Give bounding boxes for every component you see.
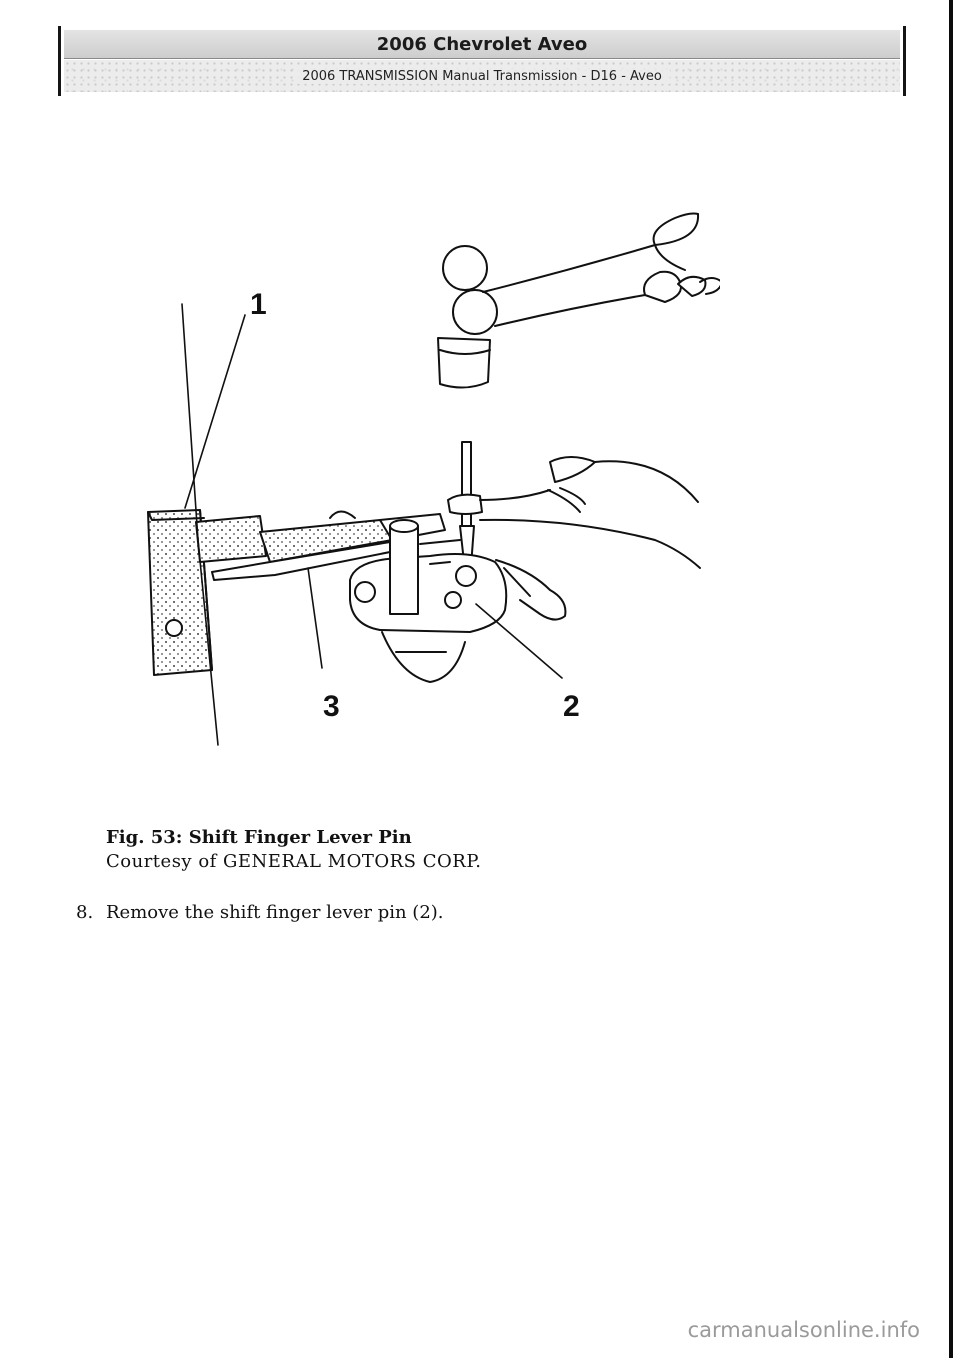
hand-with-hammer-drawing — [644, 214, 720, 303]
header-title-band — [64, 30, 900, 59]
callout-3: 3 — [323, 690, 340, 723]
hand-with-punch-drawing — [480, 457, 700, 568]
procedure-step — [76, 902, 444, 923]
figure-title: Fig. 53: Shift Finger Lever Pin — [106, 827, 412, 848]
document-subtitle: 2006 TRANSMISSION Manual Transmission - D16 - Aveo — [294, 69, 670, 84]
callout-2: 2 — [563, 690, 580, 723]
shift-finger-lever-pin-drawing — [100, 200, 720, 760]
figure-caption — [106, 826, 482, 874]
step-text: Remove the shift finger lever pin (2). — [106, 902, 444, 923]
document-title: 2006 Chevrolet Aveo — [376, 33, 588, 55]
figure-courtesy: Courtesy of GENERAL MOTORS CORP. — [106, 851, 482, 872]
site-watermark: carmanualsonline.info — [687, 1318, 920, 1342]
figure-illustration — [100, 200, 720, 760]
header-subtitle-band — [64, 60, 900, 92]
callout-1: 1 — [250, 288, 267, 321]
hammer-drawing — [438, 245, 655, 388]
header-right-rule — [903, 26, 906, 96]
page-header — [58, 26, 906, 96]
header-left-rule — [58, 26, 61, 96]
step-number: 8. — [76, 902, 94, 923]
page-right-rule — [949, 0, 953, 1358]
